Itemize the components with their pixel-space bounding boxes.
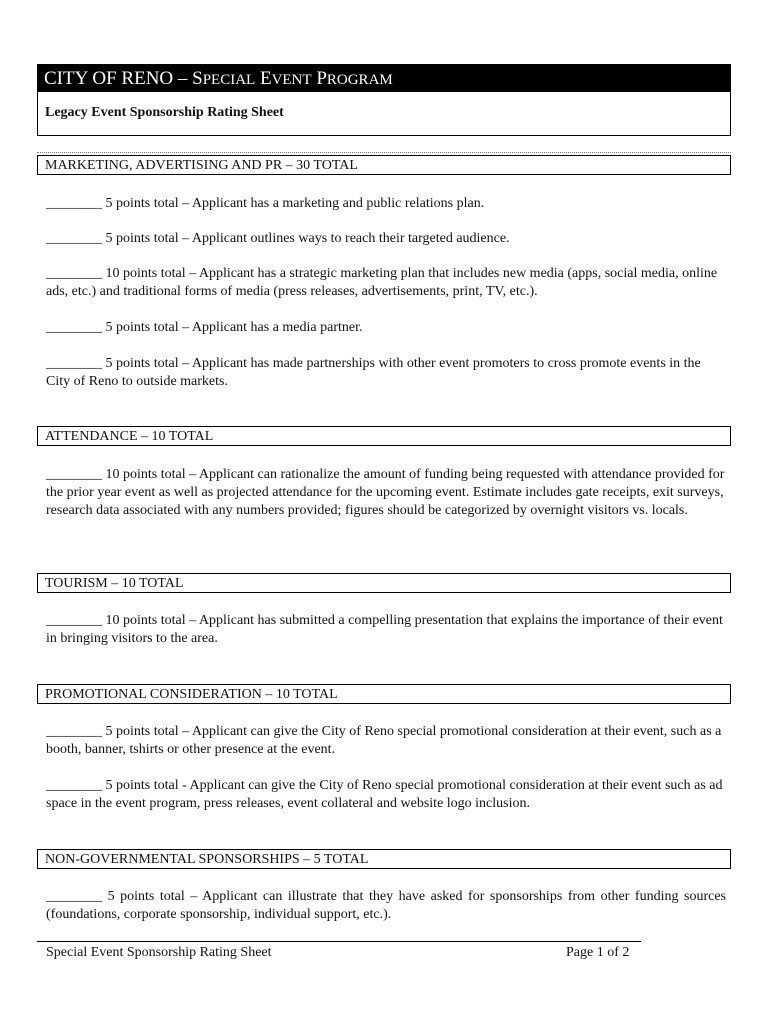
section-heading-promotional: PROMOTIONAL CONSIDERATION – 10 TOTAL	[37, 684, 731, 704]
rating-item	[46, 195, 726, 213]
document-subtitle: Legacy Event Sponsorship Rating Sheet	[45, 105, 284, 120]
score-blank[interactable]: ________	[46, 266, 102, 281]
rating-item	[46, 466, 726, 520]
title-smallcaps-3: ROGRAM	[326, 72, 393, 88]
rating-item	[46, 265, 726, 301]
score-blank[interactable]: ________	[46, 613, 102, 628]
title-text-1: CITY OF RENO – S	[44, 68, 203, 89]
dotted-divider	[37, 152, 731, 153]
score-blank[interactable]: ________	[46, 196, 102, 211]
rating-item-text: 5 points total – Applicant can illustrate that they have asked for sponsorships from other funding sources (foundations, corporate sponsorship, individual support, etc.).	[46, 889, 727, 922]
footer-page-number: Page 1 of 2	[566, 945, 630, 960]
rating-item	[46, 777, 726, 813]
rating-item	[46, 230, 726, 248]
rating-item	[46, 723, 726, 759]
score-blank[interactable]: ________	[46, 231, 102, 246]
score-blank[interactable]: ________	[46, 356, 102, 371]
section-heading-tourism: TOURISM – 10 TOTAL	[37, 573, 731, 593]
score-blank[interactable]: ________	[46, 724, 102, 739]
rating-item	[46, 319, 726, 337]
document-header	[37, 64, 731, 136]
score-blank[interactable]: ________	[46, 467, 102, 482]
score-blank[interactable]: ________	[46, 320, 102, 335]
rating-item	[46, 888, 726, 924]
rating-item-text: 5 points total - Applicant can give the City of Reno special promotional consideration at their event such as ad space in the event program, press releases, event collateral and website logo inclusion.	[46, 778, 723, 811]
title-smallcaps-2: VENT	[271, 72, 312, 88]
document-title	[38, 65, 730, 92]
footer-divider	[37, 941, 641, 942]
rating-item-text: 5 points total – Applicant has a marketing and public relations plan.	[105, 196, 485, 211]
rating-item-text: 5 points total – Applicant outlines ways to reach their targeted audience.	[105, 231, 510, 246]
title-text-2: E	[255, 68, 272, 89]
title-text-3: P	[311, 68, 327, 89]
section-heading-sponsorships: NON-GOVERNMENTAL SPONSORSHIPS – 5 TOTAL	[37, 849, 731, 869]
section-heading-attendance: ATTENDANCE – 10 TOTAL	[37, 426, 731, 446]
rating-item-text: 10 points total – Applicant has a strategic marketing plan that includes new media (apps, social media, online ads, etc.) and traditional forms of media (press releases, advertisements, print, TV, etc.).	[46, 266, 718, 299]
footer-document-name: Special Event Sponsorship Rating Sheet	[46, 945, 272, 960]
rating-item-text: 10 points total – Applicant has submitted a compelling presentation that explains the importance of their event in bringing visitors to the area.	[46, 613, 723, 646]
score-blank[interactable]: ________	[46, 778, 102, 793]
rating-item	[46, 612, 726, 648]
rating-item-text: 5 points total – Applicant has made partnerships with other event promoters to cross promote events in the City of Reno to outside markets.	[46, 356, 701, 389]
title-smallcaps-1: PECIAL	[202, 72, 256, 88]
rating-item-text: 5 points total – Applicant can give the City of Reno special promotional consideration at their event, such as a booth, banner, tshirts or other presence at the event.	[46, 724, 722, 757]
section-heading-marketing: MARKETING, ADVERTISING AND PR – 30 TOTAL	[37, 155, 731, 175]
score-blank[interactable]: ________	[46, 889, 102, 904]
rating-item-text: 5 points total – Applicant has a media partner.	[105, 320, 363, 335]
rating-item-text: 10 points total – Applicant can rationalize the amount of funding being requested with attendance provided for the prior year event as well as projected attendance for the upcoming event. Estimate includes gate receipts, exit surveys, research data associated with any numbers provided; figures should be categorized by overnight visitors vs. locals.	[46, 467, 725, 518]
rating-item	[46, 355, 726, 391]
